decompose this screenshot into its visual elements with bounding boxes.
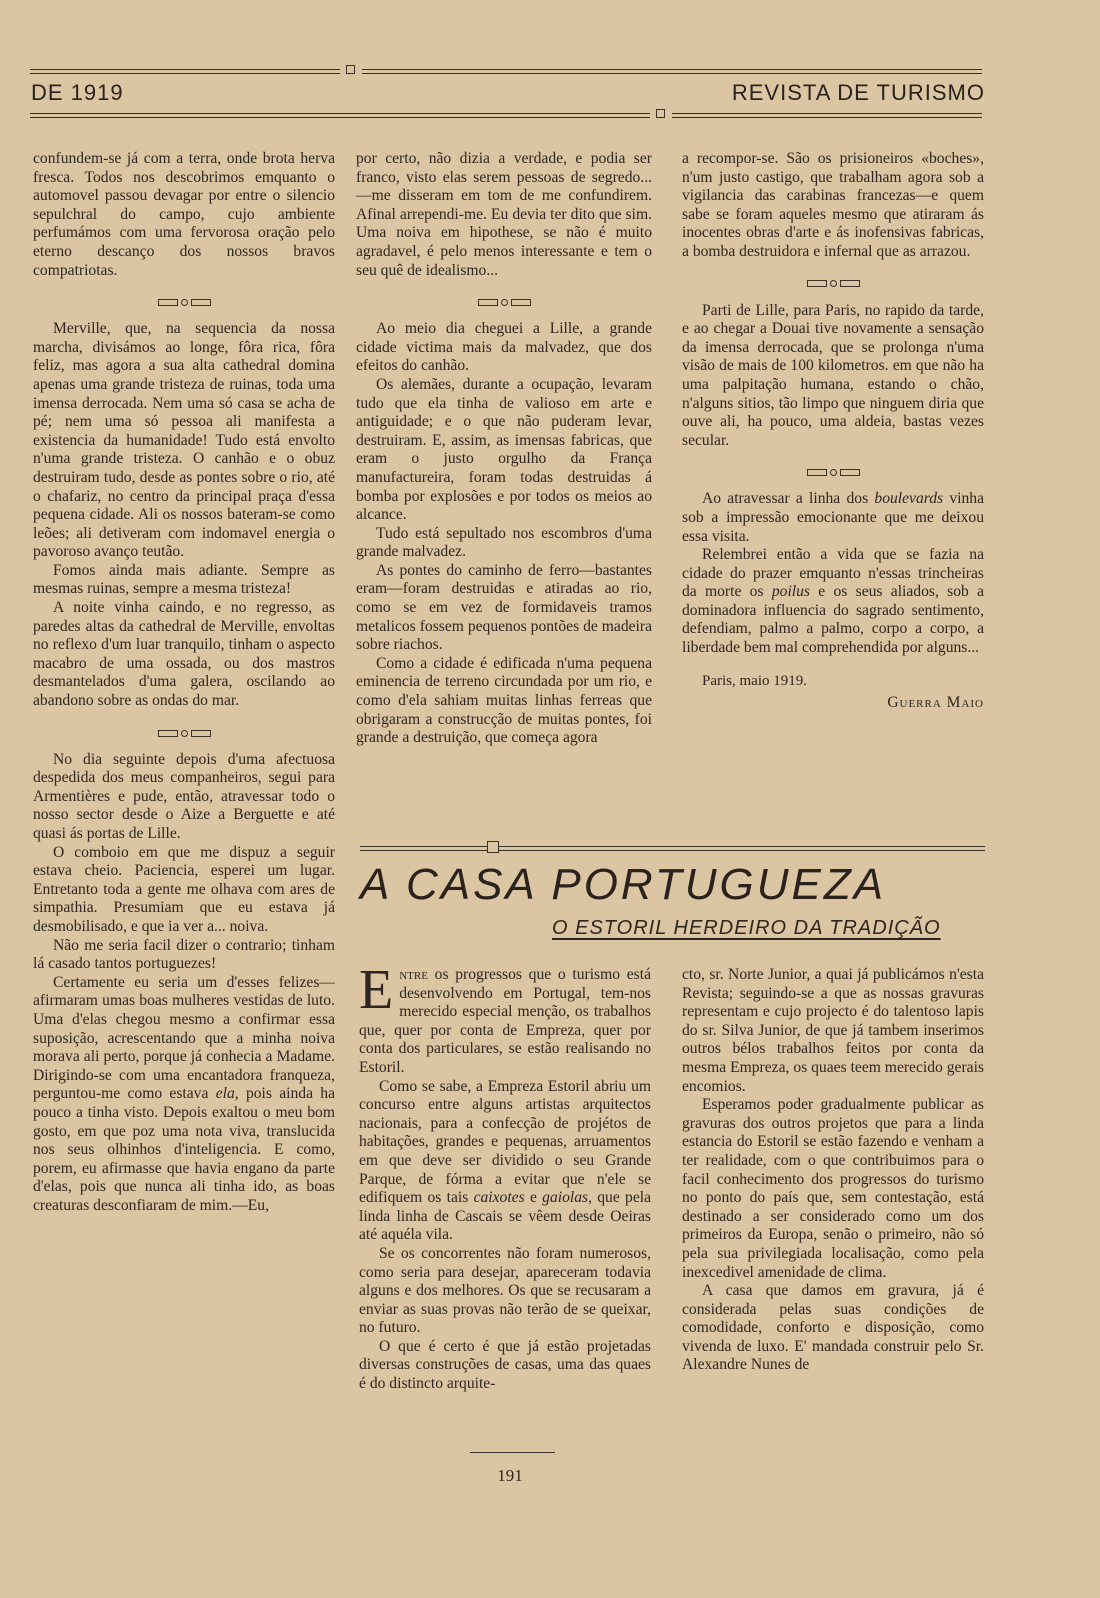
paragraph: O comboio em que me dispuz a seguir estava cheio. Paciencia, esperei um lugar. Entretanto toda a gente me olhava com ares de simpathia. Presumiam que eu estava já desmobilisado, e que ia ver a... noiva. <box>33 843 335 935</box>
paragraph: Parti de Lille, para Paris, no rapido da tarde, e ao chegar a Douai tive novamente a sensação da imensa derrocada, que se prolonga n'uma visão de mais de 100 kilometros. em que não ha uma palpitação humana, estando o chão, n'alguns sitios, tão limpo que ninguem diria que ouve ali, ha pouco, uma aldeia, bastas vezes secular. <box>682 301 984 449</box>
header-rule-top-left <box>30 69 340 74</box>
section-separator <box>356 293 652 307</box>
text-run: , que pela linda linha de Cascais se vêem desde Oeiras até aquéla vila. <box>359 1189 652 1244</box>
paragraph <box>682 490 984 546</box>
column-1 <box>33 150 335 1215</box>
paragraph: A casa que damos em gravura, já é considerada pelas suas condições de comodidade, conforto e disposição, como vivenda de luxo. E' mandada construir pelo Sr. Alexandre Nunes de <box>682 1282 984 1374</box>
paragraph: por certo, não dizia a verdade, e podia ser franco, visto elas serem pessoas de segredo...—me disseram em tom de me confundirem. Afinal arrependi-me. Eu devia ter dito que sim. Uma noiva em hipothese, se não é muito agradavel, é pelo menos interessante e tem o seu quê de idealismo... <box>356 150 652 279</box>
paragraph: As pontes do caminho de ferro—bastantes eram—foram destruidas e atiradas ao rio, como se em vez de formidaveis tramos metalicos fossem pequenos pontões de madeira sobre riachos. <box>356 561 652 654</box>
header-rule-top-right <box>362 69 982 74</box>
paragraph: a recompor-se. São os prisioneiros «boches», n'um justo castigo, que trabalham agora sob a vigilancia das carabinas francezas—e quem sabe se foram aqueles mesmo que atiraram ás inocentes obras d'arte e ás inofensivas fabricas, a bomba destruidora e infernal que as arrazou. <box>682 150 984 260</box>
header-ornament-bottom <box>656 109 665 118</box>
paragraph: Fomos ainda mais adiante. Sempre as mesmas ruinas, sempre a mesma tristeza! <box>33 561 335 598</box>
paragraph: A noite vinha caindo, e no regresso, as paredes altas da cathedral de Merville, envoltas no reflexo d'um luar tranquilo, tinham o aspecto macabro de uma ossada, ou dos mastros desmantelados d'uma galera, oscilando ao abandono sobre as ondas do mar. <box>33 599 335 710</box>
header-rule-bottom-right <box>672 113 982 118</box>
header-magazine-name: REVISTA DE TURISMO <box>731 80 985 105</box>
emphasis: poilus <box>771 583 810 601</box>
article-date: Paris, maio 1919. <box>702 672 807 689</box>
section-separator <box>682 463 984 477</box>
text-run: e <box>524 1189 543 1207</box>
paragraph: No dia seguinte depois d'uma afectuosa despedida dos meus companheiros, segui para Armentières e pude, então, atravessar todo o nosso sector desde o Aize a Berguette e até quasi ás portas de Lille. <box>33 750 335 842</box>
emphasis: boulevards <box>874 490 944 508</box>
article-divider-ornament <box>487 841 499 853</box>
paragraph: Se os concorrentes não foram numerosos, como seria para desejar, apareceram todavia alguns e dos melhores. Os que se recusaram a enviar as suas provas não terão de se queixar, no futuro. <box>359 1244 651 1337</box>
header-ornament-top <box>346 65 355 74</box>
text-run: vinha sob a impressão emocionante que me deixou essa visita. <box>682 490 984 545</box>
text-run: , pois ainda ha pouco a tinha visto. Depois exaltou o meu bom gosto, em que poz uma nota viva, translucida nos seus olhinhos d'inteligencia. E como, porem, eu afirmasse que havia engano da parte d'elas, pois que nunca ali tinha ido, as boas creaturas desconfiaram de mim.—Eu, <box>33 1085 336 1214</box>
text-run: Como se sabe, a Empreza Estoril abriu um concurso entre alguns artistas arquitectos nacionais, para a confecção de projétos de habitações, grandes e pequenas, arruamentos em que deve ser dividido o seu Grande Parque, de fórma a evitar que n'ele se edifiquem os tais <box>359 1077 651 1207</box>
paragraph: cto, sr. Norte Junior, a quai já publicámos n'esta Revista; seguindo-se a que as nossas gravuras representam e cujo projecto é do talentoso lapis do sr. Silva Junior, de que já tambem inserimos outros bélos trabalhos feitos por conta da mesma Empreza, os quaes teem merecido gerais encomios. <box>682 966 984 1095</box>
paragraph: Merville, que, na sequencia da nossa marcha, divisámos ao longe, fôra rica, fôra feliz, mas agora a sua alta cathedral domina apenas uma grande tristeza de ruinas, toda uma imensa derrocada. Nem uma só casa se acha de pé; nem uma só pessoa ali manifesta a existencia da humanidade! Tudo está envolto n'uma grande tristeza. O canhão e o obuz destruiram tudo, desde as pontes sobre o rio, até o chafariz, no centro da principal praça d'essa pequena cidade. Ali os nossos bateram-se como leões; ali detiveram com indomavel energia o pavoroso avanço teutão. <box>33 320 335 561</box>
text-run: Certamente eu seria um d'esses felizes—afirmaram umas boas mulheres vestidas de luto. Uma d'elas chegou mesmo a confirmar essa suposição, acrescentando que a minha noiva morava ali perto, porque já conhecia a Madame. Dirigindo-se com uma encantadora franqueza, perguntou-me como estava <box>33 973 335 1103</box>
paragraph: Como a cidade é edificada n'uma pequena eminencia de terreno circundada por um rio, e como d'ela sahiam muitas linhas ferreas que obrigaram a construcção de muitas pontes, foi grande a destruição, que começa agora <box>356 654 652 747</box>
author-signature: Guerra Maio <box>887 694 984 712</box>
paragraph <box>359 1078 651 1245</box>
text-run: Ao atravessar a linha dos <box>702 490 875 508</box>
lead-word: ntre <box>399 966 428 983</box>
header-rule-bottom-left <box>30 113 650 118</box>
column-3 <box>682 150 984 713</box>
column-2 <box>356 150 652 748</box>
text-run: e os seus aliados, sob a dominadora influencia do sagrado sentimento, defendiam, palmo a palmo, corpo a corpo, a liberdade bem mal comprehendida por alguns... <box>682 583 985 657</box>
article-divider-rule <box>360 846 985 851</box>
paragraph <box>33 974 335 1216</box>
footer-rule <box>470 1452 555 1453</box>
section-separator <box>682 275 984 289</box>
paragraph: Esperamos poder gradualmente publicar as gravuras dos outros projetos que para a linda estancia do Estoril se estão fazendo e venham a ter realidade, com o que contribuimos para o facil conhecimento dos progressos do turismo no ponto do país que, sem contestação, está destinado a ser considerado como um dos primeiros da Europa, senão o primeiro, não só pela sua privilegiada localisação, como pela inexcedivel amenidade de clima. <box>682 1096 984 1281</box>
text-run: Relembrei então a vida que se fazia na cidade do prazer emquanto n'essas trincheiras da morte os <box>682 546 984 601</box>
article-subtitle: O ESTORIL HERDEIRO DA TRADIÇÃO <box>552 917 941 939</box>
paragraph: O que é certo é que já estão projetadas diversas construções de casas, uma das quaes é do distincto arquite- <box>359 1337 651 1393</box>
page-number: 191 <box>497 1466 523 1485</box>
article-column-1 <box>359 959 652 1394</box>
article-column-2 <box>682 966 984 1375</box>
emphasis: ela <box>215 1085 235 1103</box>
emphasis: gaiolas <box>542 1189 589 1207</box>
drop-cap: E <box>359 959 394 1021</box>
paragraph <box>359 959 651 1078</box>
text-run: os progressos que o turismo está desenvolvendo em Portugal, tem-nos merecido especial menção, os trabalhos que, quer por conta de Empreza, quer por conta dos particulares, se estão realisando no Estoril. <box>359 966 651 1076</box>
emphasis: caixotes <box>473 1189 525 1207</box>
section-separator <box>33 724 335 738</box>
header-date: DE 1919 <box>31 80 124 105</box>
paragraph: Os alemães, durante a ocupação, levaram tudo que ela tinha de valioso em arte e antiguidade; e o que não puderam levar, destruiram. E, assim, as imensas fabricas, que eram o justo orgulho da França manufactureira, foram todas destruidas á bomba por explosões e por todos os meios ao alcance. <box>356 375 652 524</box>
paragraph: confundem-se já com a terra, onde brota herva fresca. Todos nos descobrimos emquanto o automovel passou devagar por entre o silencio sepulchral do campo, cujo ambiente perfumámos com uma fervorosa oração pelo eterno descanço dos nossos bravos compatriotas. <box>33 150 335 279</box>
section-separator <box>33 293 335 307</box>
paragraph: Tudo está sepultado nos escombros d'uma grande malvadez. <box>356 524 652 561</box>
paragraph: Não me seria facil dizer o contrario; tinham lá casado tantos portuguezes! <box>33 936 335 973</box>
paragraph: Ao meio dia cheguei a Lille, a grande cidade victima mais da malvadez, que dos efeitos do canhão. <box>356 320 652 375</box>
paragraph <box>682 546 984 658</box>
article-title: A CASA PORTUGUEZA <box>360 860 887 909</box>
